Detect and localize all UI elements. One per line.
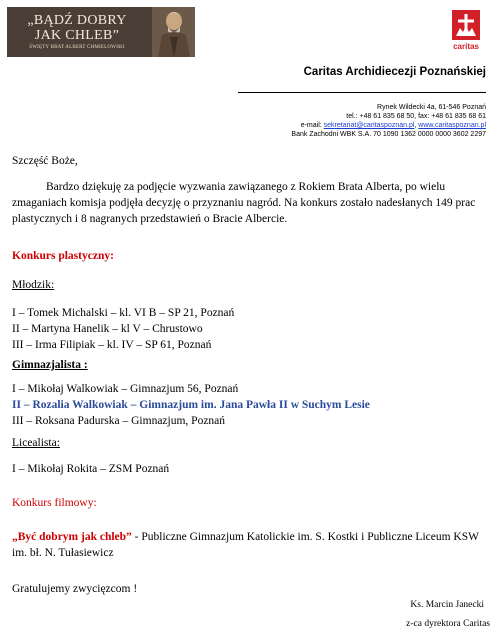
gimnazjalista-heading: Gimnazjalista :: [12, 359, 88, 371]
gimnazjalista-winner-1: I – Mikołaj Walkowiak – Gimnazjum 56, Poznań: [12, 383, 239, 395]
banner-line-1: „BĄDŹ DOBRY: [27, 13, 127, 28]
licealista-heading: Licealista:: [12, 437, 60, 449]
film-winner: [12, 529, 486, 561]
banner-line-2: JAK CHLEB”: [34, 28, 120, 43]
address-phone: tel.: +48 61 835 68 50, fax: +48 61 835 68 61: [346, 113, 486, 120]
mlodzik-heading: Młodzik:: [12, 279, 55, 291]
licealista-winner-1: I – Mikołaj Rokita – ZSM Poznań: [12, 463, 170, 475]
closing-line: Gratulujemy zwycięzcom !: [12, 583, 138, 595]
konkurs-plastyczny-heading: Konkurs plastyczny:: [12, 250, 114, 262]
contact-separator: ,: [414, 122, 419, 129]
address-contact: [301, 121, 486, 130]
saint-portrait-image: [152, 7, 195, 57]
intro-paragraph: Bardzo dziękuję za podjęcie wyzwania zawiązanego z Rokiem Brata Alberta, po wielu zmaganiach komisja podjęła decyzję o przyznaniu nagród. Na konkurs zostało nadesłanych 149 prac plastycznych i 8 nagranych przedstawień o Bracie Albercie.: [12, 181, 476, 225]
konkurs-filmowy-heading: Konkurs filmowy:: [12, 497, 97, 509]
signature-role: z-ca dyrektora Caritas: [406, 619, 490, 629]
gimnazjalista-winner-3: III – Roksana Padurska – Gimnazjum, Poznań: [12, 415, 226, 427]
address-bank: Bank Zachodni WBK S.A. 70 1090 1362 0000 0000 3602 2297: [291, 131, 486, 138]
film-winner-text: - Publiczne Gimnazjum Katolickie im. S. Kostki i Publiczne Liceum KSW im. bł. N. Tułasiewicz: [12, 531, 479, 559]
email-link[interactable]: sekretariat@caritaspoznan.pl: [323, 122, 415, 129]
gimnazjalista-winner-2: II – Rozalia Walkowiak – Gimnazjum im. Jana Pawła II w Suchym Lesie: [12, 399, 370, 411]
caritas-logo-text: caritas: [453, 42, 479, 51]
mlodzik-winner-1: I – Tomek Michalski – kl. VI B – SP 21, Poznań: [12, 307, 235, 319]
mlodzik-winner-2: II – Martyna Hanelik – kl V – Chrustowo: [12, 323, 203, 335]
mlodzik-winner-3: III – Irma Filipiak – kl. IV – SP 61, Poznań: [12, 339, 212, 351]
banner-subtitle: ŚWIĘTY BRAT ALBERT CHMIELOWSKI: [29, 45, 125, 50]
greeting: Szczęść Boże,: [12, 155, 78, 167]
email-prefix: e-mail:: [300, 122, 324, 129]
organization-name: Caritas Archidiecezji Poznańskiej: [303, 66, 486, 78]
signature-name: Ks. Marcin Janecki: [410, 600, 484, 610]
website-link[interactable]: www.caritaspoznan.pl: [418, 122, 486, 129]
header-banner: [7, 7, 195, 57]
address-street: Rynek Wildecki 4a, 61-546 Poznań: [377, 104, 486, 111]
header-divider: [238, 92, 486, 93]
film-title: „Być dobrym jak chleb”: [12, 531, 132, 543]
